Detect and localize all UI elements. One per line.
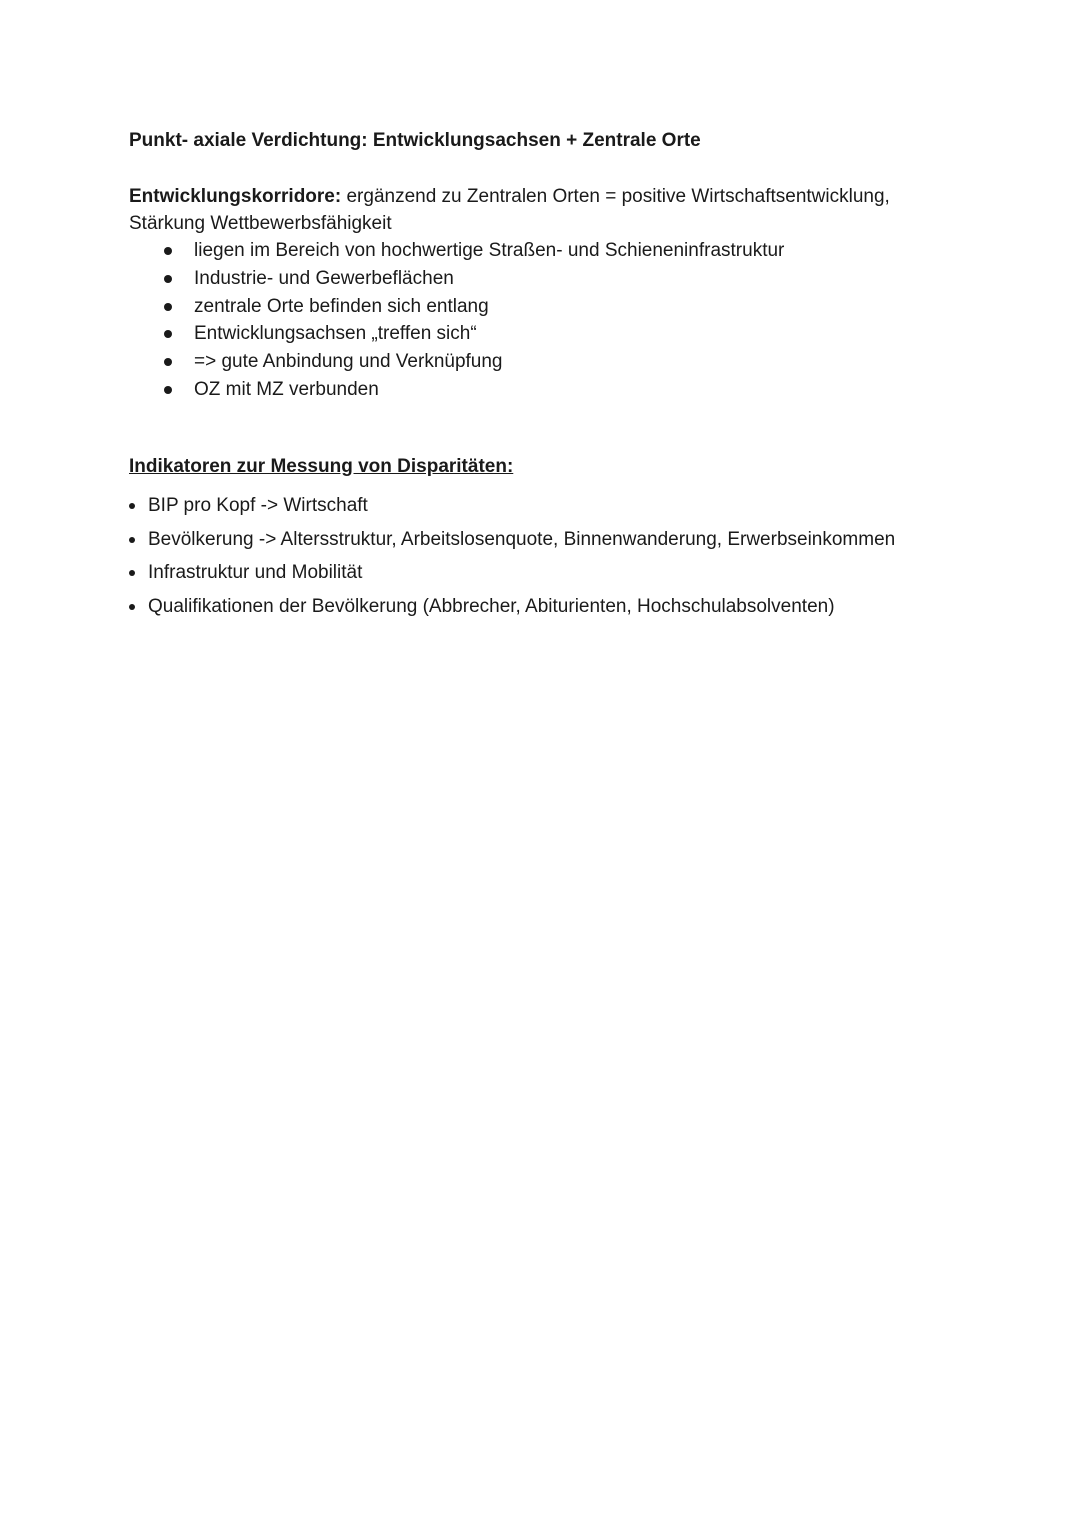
list-item: zentrale Orte befinden sich entlang <box>129 293 784 321</box>
paragraph-entwicklungskorridore <box>129 183 959 237</box>
bullet-icon <box>164 358 172 366</box>
bullet-icon <box>164 275 172 283</box>
bullet-icon <box>164 303 172 311</box>
bullet-icon <box>129 537 135 543</box>
bullet-list-indikatoren <box>129 489 895 623</box>
bullet-icon <box>129 604 135 610</box>
paragraph-text: ergänzend zu Zentralen Orten = positive Wirtschaftsentwicklung, Stärkung Wettbewerbsfähigkeit <box>129 186 890 234</box>
paragraph-term: Entwicklungskorridore: <box>129 186 342 207</box>
bullet-icon <box>129 570 135 576</box>
list-item: OZ mit MZ verbunden <box>129 376 784 404</box>
list-item: Entwicklungsachsen „treffen sich“ <box>129 320 784 348</box>
bullet-list-entwicklungskorridore <box>129 237 784 404</box>
list-item: liegen im Bereich von hochwertige Straßen- und Schieneninfrastruktur <box>129 237 784 265</box>
list-item: Industrie- und Gewerbeflächen <box>129 265 784 293</box>
list-item: BIP pro Kopf -> Wirtschaft <box>129 489 895 523</box>
heading-indikatoren: Indikatoren zur Messung von Disparitäten: <box>129 456 514 477</box>
bullet-icon <box>164 330 172 338</box>
list-item: Infrastruktur und Mobilität <box>129 556 895 590</box>
bullet-icon <box>164 386 172 394</box>
heading-punkt-axiale-verdichtung: Punkt- axiale Verdichtung: Entwicklungsachsen + Zentrale Orte <box>129 130 701 151</box>
list-item: => gute Anbindung und Verknüpfung <box>129 348 784 376</box>
list-item: Qualifikationen der Bevölkerung (Abbrecher, Abiturienten, Hochschulabsolventen) <box>129 590 895 624</box>
list-item: Bevölkerung -> Altersstruktur, Arbeitslosenquote, Binnenwanderung, Erwerbseinkommen <box>129 523 895 557</box>
bullet-icon <box>129 503 135 509</box>
bullet-icon <box>164 247 172 255</box>
